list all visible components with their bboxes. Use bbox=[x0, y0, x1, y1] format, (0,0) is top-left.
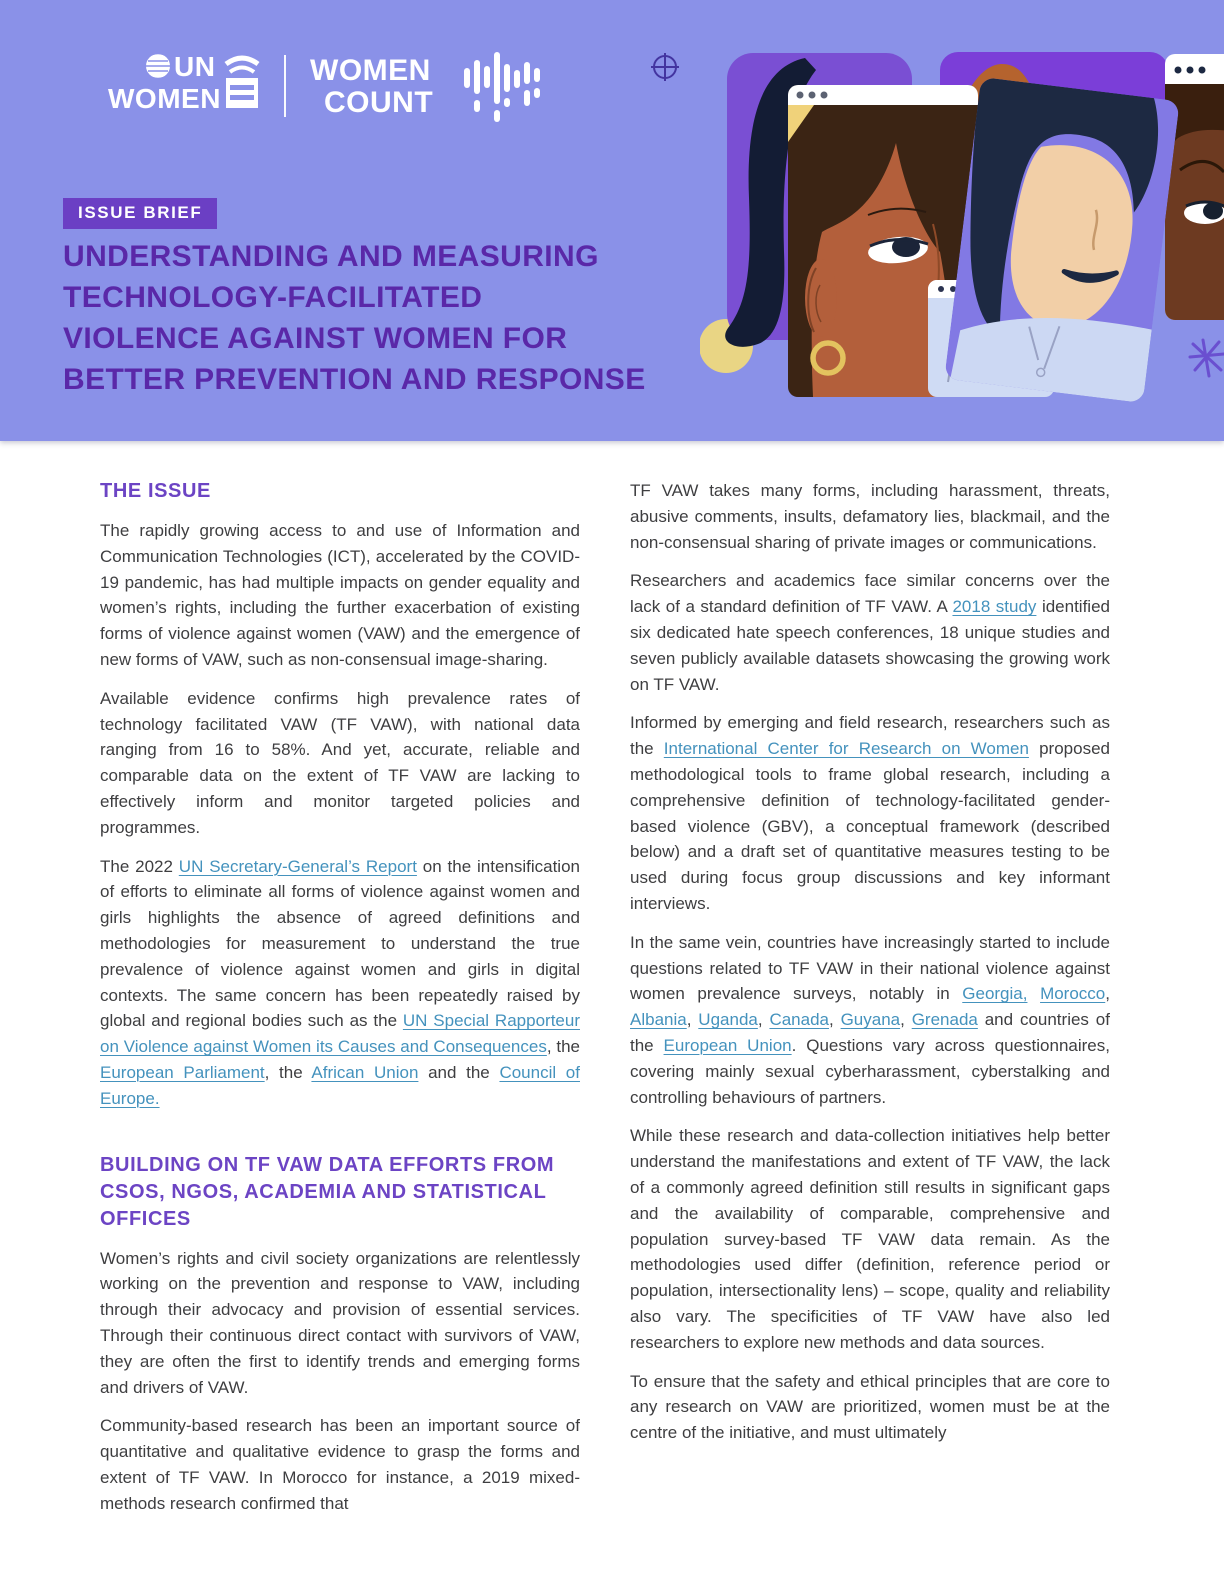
right-column bbox=[630, 478, 1110, 1530]
section-heading: BUILDING ON TF VAW DATA EFFORTS FROM CSOS, NGOS, ACADEMIA AND STATISTICAL OFFICES bbox=[100, 1153, 555, 1230]
paragraph bbox=[100, 518, 580, 673]
paragraph bbox=[100, 1246, 580, 1401]
paragraph bbox=[630, 710, 1110, 916]
inline-link[interactable]: UN Special Rapporteur on Violence against Women its Causes and Consequences bbox=[100, 1011, 580, 1057]
title-line-4: BETTER PREVENTION AND RESPONSE bbox=[63, 363, 646, 396]
paragraph bbox=[100, 854, 580, 1112]
inline-link[interactable]: International Center for Research on Women bbox=[663, 739, 1029, 759]
section-heading: THE ISSUE bbox=[100, 480, 211, 502]
logo-bar bbox=[108, 50, 550, 122]
text-run: and countries of the bbox=[630, 1010, 1110, 1055]
portrait-card-right bbox=[1165, 54, 1224, 320]
inline-link[interactable]: UN Secretary-General’s Report bbox=[178, 856, 417, 876]
text-run: TF VAW takes many forms, including harassment, threats, abusive comments, insults, defamatory lies, blackmail, and the non-consensual sharing of private images or communications. bbox=[630, 481, 1110, 552]
text-run: To ensure that the safety and ethical principles that are core to any research on VAW are prioritized, women must be at the centre of the initiative, and must ultimately bbox=[630, 1371, 1110, 1443]
left-column bbox=[100, 478, 580, 1530]
inline-link[interactable]: Council of Europe. bbox=[100, 1062, 580, 1108]
paragraph bbox=[100, 686, 580, 841]
text-run: Community-based research has been an important source of quantitative and qualitative evidence to grasp the forms and extent of TF VAW. In Morocco for instance, a 2019 mixed-methods research confirmed that bbox=[100, 1416, 580, 1513]
inline-link[interactable]: Guyana bbox=[840, 1010, 901, 1030]
paragraph bbox=[100, 1413, 580, 1516]
hero-header bbox=[0, 0, 1224, 441]
title-line-1: UNDERSTANDING AND MEASURING bbox=[63, 240, 599, 273]
un-women-logo bbox=[108, 50, 260, 122]
inline-link[interactable]: Uganda bbox=[698, 1010, 758, 1030]
bar-chart-icon bbox=[464, 52, 540, 122]
svg-text:COUNT: COUNT bbox=[324, 86, 434, 119]
inline-link[interactable]: 2018 study bbox=[952, 597, 1037, 617]
text-run: Women’s rights and civil society organizations are relentlessly working on the prevention and response to VAW, including through their advocacy and provision of essential services. Through their continuous direct contact with survivors of VAW, they are often the first to identify trends and emerging forms and drivers of VAW. bbox=[100, 1248, 580, 1397]
text-run: In the same vein, countries have increasingly started to include questions related to TF VAW in their national violence against women prevalence surveys, notably in bbox=[630, 932, 1110, 1004]
paragraph bbox=[630, 1123, 1110, 1355]
inline-link[interactable]: Grenada bbox=[911, 1010, 978, 1030]
paragraph bbox=[630, 1369, 1110, 1446]
svg-text:WOMEN: WOMEN bbox=[310, 54, 431, 87]
inline-link[interactable]: Canada bbox=[769, 1010, 829, 1030]
inline-link[interactable]: European Union bbox=[663, 1035, 792, 1055]
portrait-card-2 bbox=[944, 77, 1180, 403]
text-run: on the intensification of efforts to eliminate all forms of violence against women and girls highlights the absence of agreed definitions and methodologies for measurement to understand the true prevalence of violence against women and girls in digital contexts. The same concern has been repeatedly raised by global and regional bodies such as the bbox=[100, 856, 580, 1031]
inline-link[interactable]: European Parliament bbox=[100, 1062, 265, 1082]
text-run: The 2022 bbox=[100, 856, 179, 876]
text-run: , bbox=[757, 1010, 770, 1030]
paragraph bbox=[630, 568, 1110, 697]
women-count-logo bbox=[310, 50, 550, 122]
asterisk-scribble bbox=[1190, 340, 1224, 376]
text-run: proposed methodological tools to frame global research, including a comprehensive definition of technology-facilitated gender-based violence (GBV), a conceptual framework (described below) and a draft set of quantitative measures testing to be used during focus group discussions and key informant interviews. bbox=[630, 739, 1110, 913]
text-run: and the bbox=[418, 1062, 500, 1082]
text-run: Available evidence confirms high prevalence rates of technology facilitated VAW (TF VAW), with national data ranging from 16 to 58%. And yet, accurate, reliable and comparable data on the extent of TF VAW are lacking to effectively inform and monitor targeted policies and programmes. bbox=[100, 688, 580, 837]
article-body bbox=[0, 441, 1224, 1530]
text-run: The rapidly growing access to and use of Information and Communication Technologies (ICT), accelerated by the COVID-19 pandemic, has had multiple impacts on gender equality and women’s rights, including the further exacerbation of existing forms of violence against women (VAW) and the emergence of new forms of VAW, such as non-consensual image-sharing. bbox=[100, 521, 580, 669]
text-run bbox=[1027, 984, 1040, 1003]
text-run: , bbox=[900, 1010, 912, 1030]
text-run: Researchers and academics face similar concerns over the lack of a standard definition of TF VAW. A bbox=[630, 571, 1110, 617]
text-run: , the bbox=[264, 1062, 312, 1082]
svg-text:UN: UN bbox=[174, 51, 216, 82]
logo-divider bbox=[284, 55, 286, 117]
paragraph bbox=[630, 478, 1110, 555]
text-run: Informed by emerging and field research, researchers such as the bbox=[630, 713, 1110, 759]
title-line-2: TECHNOLOGY-FACILITATED bbox=[63, 281, 483, 314]
page-title bbox=[63, 236, 723, 400]
svg-text:WOMEN: WOMEN bbox=[108, 83, 221, 114]
crosshair-icon bbox=[648, 50, 682, 84]
title-line-3: VIOLENCE AGAINST WOMEN FOR bbox=[63, 322, 568, 355]
inline-link[interactable]: Morocco bbox=[1040, 984, 1106, 1004]
inline-link[interactable]: Albania bbox=[630, 1010, 687, 1030]
paragraph bbox=[630, 930, 1110, 1111]
text-run: identified six dedicated hate speech conferences, 18 unique studies and seven publicly available datasets showcasing the growing work on TF VAW. bbox=[630, 597, 1110, 694]
text-run: , bbox=[829, 1010, 841, 1030]
issue-brief-badge: ISSUE BRIEF bbox=[63, 198, 217, 229]
hero-illustration bbox=[700, 0, 1224, 441]
text-run: . Questions vary across questionnaires, covering mainly sexual cyberharassment, cyberstalking and controlling behaviours of partners. bbox=[630, 1035, 1110, 1107]
inline-link[interactable]: Georgia, bbox=[962, 984, 1028, 1004]
inline-link[interactable]: African Union bbox=[311, 1062, 419, 1082]
text-run: While these research and data-collection initiatives help better understand the manifestations and extent of TF VAW, the lack of a commonly agreed definition still results in significant gaps and the availability of comparable, comprehensive and population survey-based TF VAW data remain. As the methodologies used differ (definition, reference period or population, intersectionality lens) – scope, quality and reliability also vary. The specificities of TF VAW have also led researchers to explore new methods and data sources. bbox=[630, 1126, 1110, 1352]
text-run: , bbox=[1105, 984, 1110, 1004]
text-run: , bbox=[686, 1010, 699, 1030]
text-run: , the bbox=[546, 1037, 580, 1057]
